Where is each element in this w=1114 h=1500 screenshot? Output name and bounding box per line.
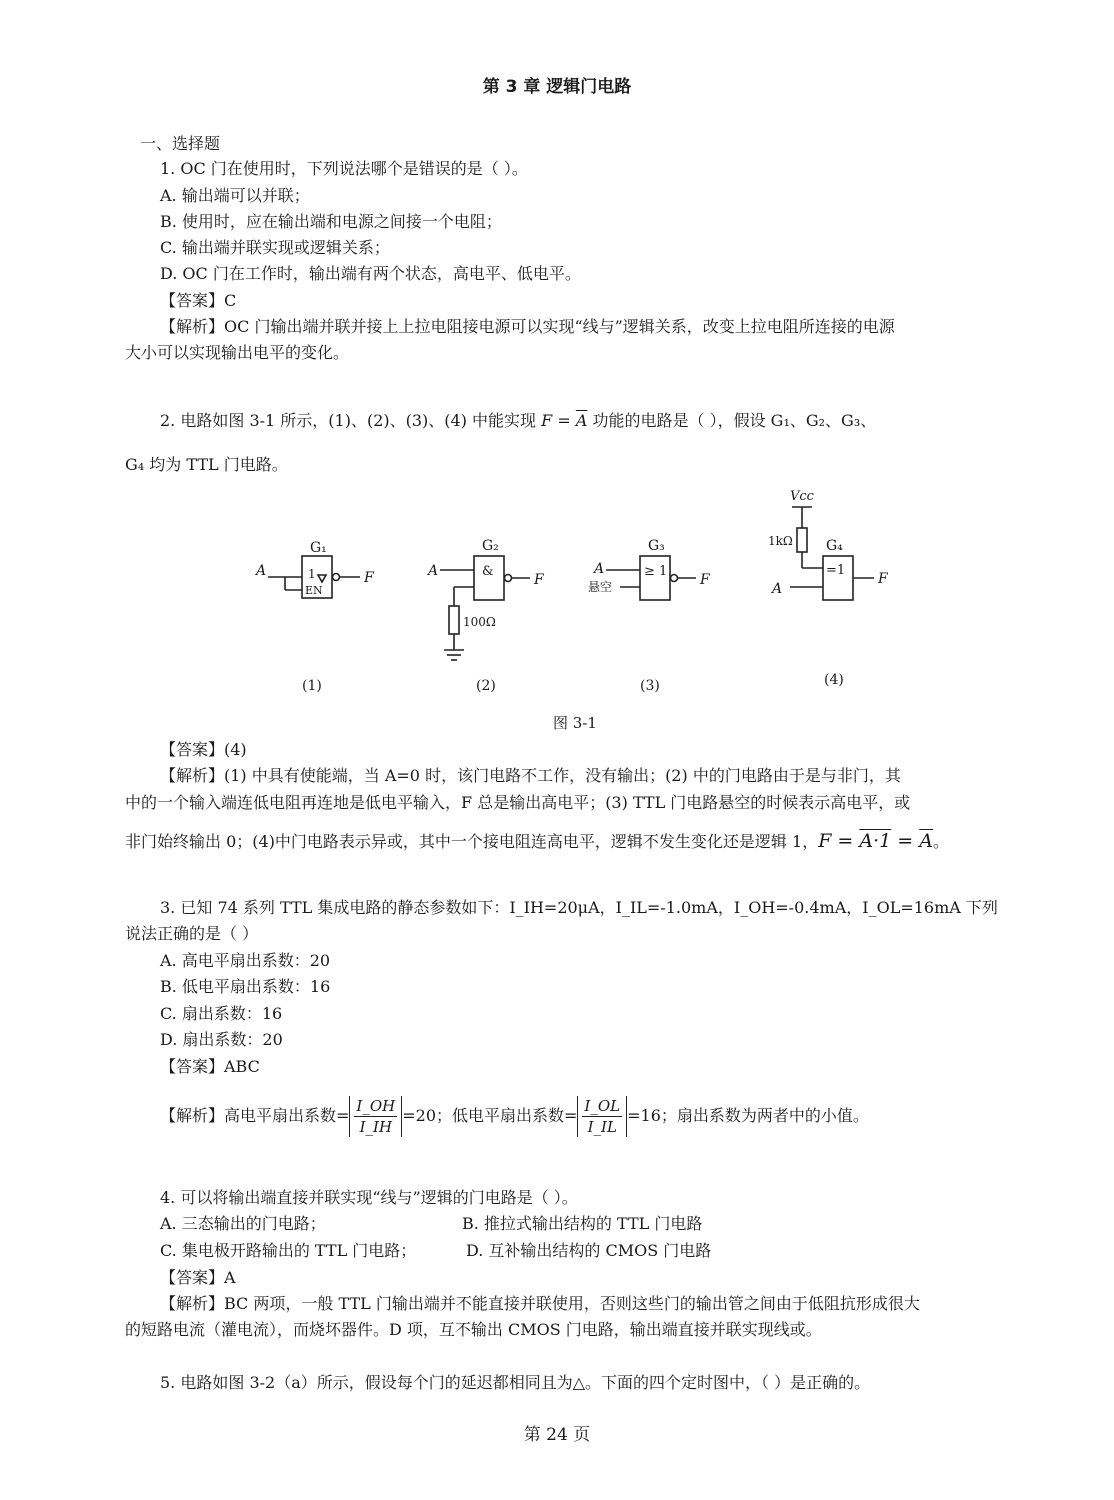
c3-output-f: F [700, 572, 710, 588]
g2-symbol: & [482, 564, 494, 579]
c2-output-f: F [534, 572, 544, 588]
q4-explanation-cont: 的短路电流（灌电流），而烧坏器件。D 项，互不输出 CMOS 门电路，输出端直接并联实现线或。 [125, 1320, 822, 1339]
q2-result-formula [818, 830, 933, 852]
q3-explanation [160, 1094, 869, 1138]
q2-explanation-period: 。 [932, 832, 949, 851]
g2-gate-box [474, 556, 504, 600]
q3-stem-cont: 说法正确的是（ ） [125, 924, 259, 943]
g2-label: G₂ [482, 538, 499, 554]
c3-input-a: A [594, 561, 605, 577]
q1-explanation: 【解析】OC 门输出端并联并接上上拉电阻接电源可以实现“线与”逻辑关系，改变上拉电阻所连接的电源 [160, 317, 895, 336]
q1-option-b: B. 使用时，应在输出端和电源之间接一个电阻； [160, 212, 502, 231]
c3-caption: (3) [640, 678, 660, 694]
q2-answer: 【答案】(4) [160, 740, 247, 759]
q2-stem-b: 功能的电路是（ ），假设 G₁、G₂、G₃、 [592, 411, 877, 430]
chapter-title: 第 3 章 逻辑门电路 [482, 77, 632, 97]
q2-stem [160, 410, 876, 432]
frac-low-denominator: I_IL [587, 1118, 617, 1136]
g4-symbol: =1 [826, 563, 846, 578]
c1-input-a: A [256, 563, 267, 579]
c3-floating-label: 悬空 [588, 580, 613, 594]
q1-option-a: A. 输出端可以并联； [160, 186, 310, 205]
vcc-label: Vcc [790, 489, 814, 504]
c2-caption: (2) [476, 678, 496, 694]
q3-option-b: B. 低电平扇出系数：16 [160, 977, 331, 996]
q4-stem: 4. 可以将输出端直接并联实现“线与”逻辑的门电路是（ ）。 [160, 1188, 578, 1207]
frac-high-denominator: I_IH [359, 1118, 393, 1136]
q2-explanation-end [125, 830, 949, 853]
q5-stem: 5. 电路如图 3-2（a）所示，假设每个门的延迟都相同且为△。下面的四个定时图中，（ ）是正确的。 [160, 1373, 871, 1392]
q3-explain-part-c: =16；扇出系数为两者中的小值。 [627, 1106, 869, 1125]
q4-option-c: C. 集电极开路输出的 TTL 门电路； [160, 1241, 417, 1260]
q3-explain-part-a: 【解析】高电平扇出系数= [160, 1106, 350, 1125]
formula-a-bar: $\overline{A}$ [919, 830, 933, 852]
q3-fraction-low [577, 1096, 627, 1137]
c4-output-f: F [878, 571, 888, 587]
q2-explanation: 【解析】(1) 中具有使能端，当 A=0 时，该门电路不工作，没有输出；(2) 中的门电路由于是与非门，其 [160, 766, 901, 785]
c1-caption: (1) [302, 678, 322, 694]
q4-answer: 【答案】A [160, 1268, 236, 1287]
g3-symbol: ≥ 1 [644, 564, 668, 579]
g1-label: G₁ [310, 540, 327, 556]
g1-gate-box [302, 556, 332, 598]
g4-gate-box [823, 556, 853, 600]
q3-explain-part-b: =20；低电平扇出系数= [402, 1106, 578, 1125]
g3-label: G₃ [648, 538, 665, 554]
q1-answer: 【答案】C [160, 291, 237, 310]
q3-stem: 3. 已知 74 系列 TTL 集成电路的静态参数如下：I_IH=20μA，I_IL=-1.0mA，I_OH=-0.4mA，I_OL=16mA 下列 [160, 898, 998, 917]
q1-option-d: D. OC 门在工作时，输出端有两个状态，高电平、低电平。 [160, 264, 581, 283]
c4-input-a: A [772, 581, 783, 597]
g3-gate-box [640, 556, 670, 600]
g1-enable: EN [305, 584, 323, 597]
g1-symbol: 1 [308, 567, 316, 581]
q4-option-d: D. 互补输出结构的 CMOS 门电路 [466, 1241, 712, 1260]
q2-explanation-cont: 中的一个输入端连低电阻再连地是低电平输入，F 总是输出高电平；(3) TTL 门电路悬空的时候表示高电平，或 [125, 793, 911, 812]
q2-stem-a: 2. 电路如图 3-1 所示，(1)、(2)、(3)、(4) 中能实现 [160, 411, 537, 430]
formula-f: F = [818, 830, 860, 852]
c4-caption: (4) [824, 672, 844, 688]
q1-explanation-cont: 大小可以实现输出电平的变化。 [125, 343, 350, 362]
resistor-1k-label: 1kΩ [768, 534, 793, 548]
formula-a-dot-1: A·1 [859, 830, 892, 852]
q4-option-b: B. 推拉式输出结构的 TTL 门电路 [462, 1214, 703, 1233]
section-heading: 一、选择题 [140, 134, 221, 153]
g4-label: G₄ [826, 538, 843, 554]
overline-a: $\overline{A}$ [575, 411, 588, 430]
q4-option-a: A. 三态输出的门电路； [160, 1214, 326, 1233]
q3-option-c: C. 扇出系数：16 [160, 1004, 283, 1023]
q1-stem: 1. OC 门在使用时，下列说法哪个是错误的是（ ）。 [160, 159, 528, 178]
figure-caption: 图 3-1 [553, 714, 597, 732]
q2-formula [541, 411, 587, 430]
q3-option-a: A. 高电平扇出系数：20 [160, 951, 331, 970]
formula-eq: = [891, 830, 920, 852]
q1-option-c: C. 输出端并联实现或逻辑关系； [160, 238, 390, 257]
q2-formula-text: $F = \overline{A}$ [541, 411, 588, 430]
q3-answer: 【答案】ABC [160, 1057, 260, 1076]
frac-low-numerator: I_OL [584, 1097, 621, 1115]
q2-stem-cont: G₄ 均为 TTL 门电路。 [125, 455, 288, 474]
frac-high-numerator: I_OH [356, 1097, 396, 1115]
q4-explanation: 【解析】BC 两项，一般 TTL 门输出端并不能直接并联使用，否则这些门的输出管之间由于低阻抗形成很大 [160, 1294, 920, 1313]
q3-fraction-high [349, 1096, 402, 1137]
c2-input-a: A [428, 563, 439, 579]
page-number: 第 24 页 [523, 1425, 591, 1445]
q2-explanation-end-text: 非门始终输出 0；(4)中门电路表示异或，其中一个接电阻连高电平，逻辑不发生变化还是逻辑 1， [125, 832, 819, 851]
resistor-100-label: 100Ω [463, 615, 496, 629]
c1-output-f: F [364, 570, 374, 586]
q3-option-d: D. 扇出系数：20 [160, 1030, 283, 1049]
